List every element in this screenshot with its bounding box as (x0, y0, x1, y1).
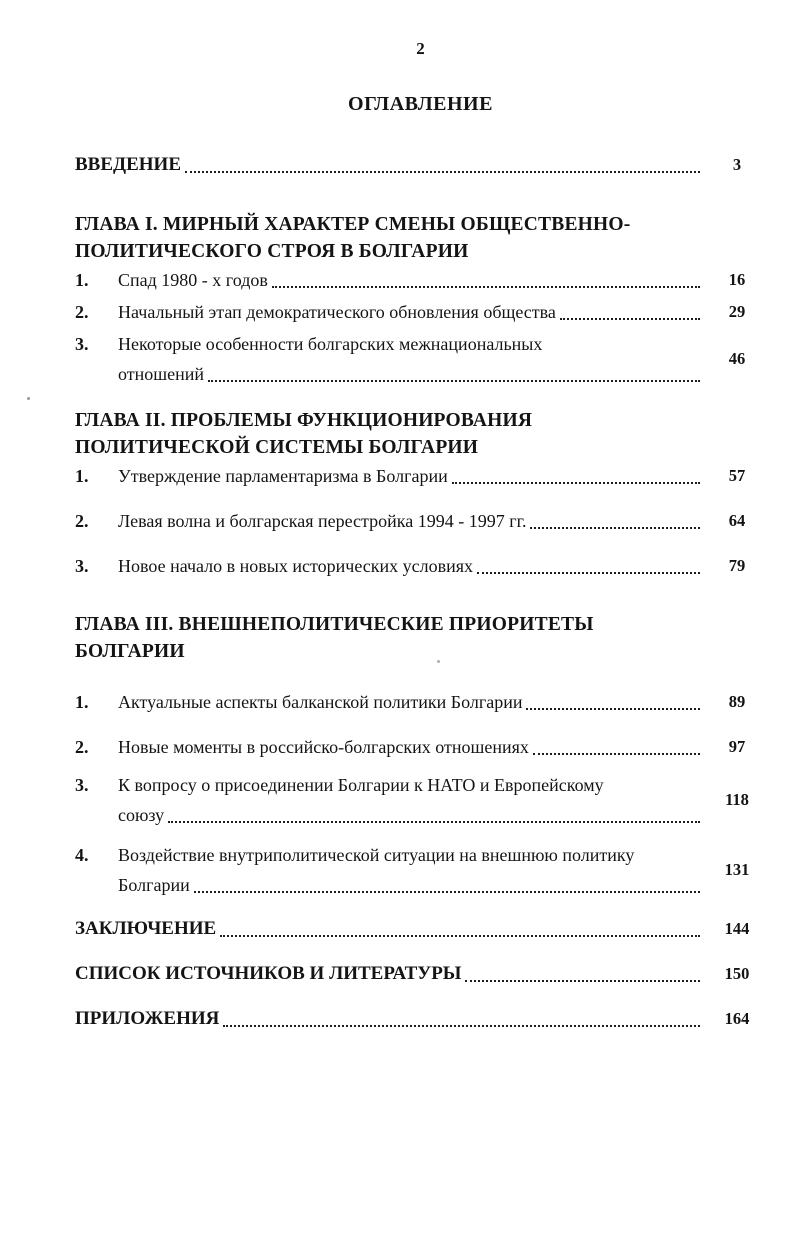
chapter-heading-line: ГЛАВА I. МИРНЫЙ ХАРАКТЕР СМЕНЫ ОБЩЕСТВЕННО- (75, 214, 631, 235)
toc-item (75, 732, 766, 762)
item-title-line-1: К вопросу о присоединении Болгарии к НАТО и Европейскому (118, 775, 604, 795)
item-title: Утверждение парламентаризма в Болгарии (118, 466, 448, 486)
item-title: Новые моменты в российско-болгарских отношениях (118, 737, 529, 757)
item-page-number: 46 (728, 349, 746, 368)
dot-leader (533, 732, 700, 755)
toc-entry-page-number: 164 (724, 1009, 750, 1028)
toc-entry-label: ПРИЛОЖЕНИЯ (75, 1008, 220, 1029)
item-page-number: 57 (728, 466, 746, 485)
toc-entry-page-number: 150 (724, 964, 750, 983)
chapter-heading-line: ГЛАВА III. ВНЕШНЕПОЛИТИЧЕСКИЕ ПРИОРИТЕТЫ (75, 614, 594, 635)
item-number: 3. (75, 556, 89, 576)
toc-entry-page-number: 144 (724, 919, 750, 938)
item-title: Начальный этап демократического обновления общества (118, 302, 556, 322)
item-page-number: 64 (728, 511, 746, 530)
toc-item (75, 687, 766, 717)
item-page-number: 29 (728, 302, 746, 321)
toc-entry-conclusion (75, 914, 766, 944)
dot-leader (477, 551, 700, 574)
item-title-line-2: отношений (118, 364, 205, 384)
toc-item (75, 551, 766, 581)
item-number: 3. (75, 334, 89, 354)
toc-item (75, 461, 766, 491)
item-title-line-1: Воздействие внутриполитической ситуации на внешнюю политику (118, 845, 635, 865)
chapter-1-heading (75, 211, 766, 265)
item-title-line-2: союзу (118, 805, 165, 825)
toc-item (75, 265, 766, 295)
chapter-3-heading (75, 611, 766, 665)
toc-entry-sources (75, 959, 766, 989)
toc-entry-label: ВВЕДЕНИЕ (75, 154, 181, 175)
dot-leader (530, 506, 700, 529)
toc-item (75, 506, 766, 536)
item-number: 4. (75, 845, 89, 865)
item-page-number: 89 (728, 692, 746, 711)
dot-leader (526, 687, 700, 710)
toc-item (75, 770, 766, 830)
dot-leader (560, 297, 700, 320)
dot-leader (185, 150, 700, 173)
item-number: 2. (75, 302, 89, 322)
page-number-top: 2 (416, 39, 425, 58)
item-number: 1. (75, 270, 89, 290)
item-number: 2. (75, 511, 89, 531)
item-page-number: 79 (728, 556, 746, 575)
item-page-number: 131 (724, 860, 750, 879)
dot-leader (223, 1004, 700, 1027)
item-number: 2. (75, 737, 89, 757)
item-page-number: 97 (728, 737, 746, 756)
item-page-number: 118 (725, 790, 749, 809)
item-title: Спад 1980 - х годов (118, 270, 268, 290)
toc-entry-label: СПИСОК ИСТОЧНИКОВ И ЛИТЕРАТУРЫ (75, 963, 462, 984)
item-title-line-1: Некоторые особенности болгарских межнациональных (118, 334, 543, 354)
dot-leader (168, 800, 700, 823)
toc-item (75, 297, 766, 327)
chapter-heading-line: БОЛГАРИИ (75, 641, 185, 662)
dot-leader (208, 359, 700, 382)
toc-entry-page-number: 3 (732, 155, 742, 174)
item-number: 1. (75, 692, 89, 712)
item-title: Новое начало в новых исторических условиях (118, 556, 474, 576)
scan-artifact-dot (437, 660, 440, 663)
toc-entry-introduction (75, 150, 766, 180)
toc-item (75, 840, 766, 900)
toc-entry-label: ЗАКЛЮЧЕНИЕ (75, 918, 217, 939)
item-title-line-2: Болгарии (118, 875, 190, 895)
item-title: Левая волна и болгарская перестройка 1994 - 1997 гг. (118, 511, 527, 531)
dot-leader (194, 870, 700, 893)
scan-artifact-dot (27, 397, 30, 400)
chapter-heading-line: ПОЛИТИЧЕСКОЙ СИСТЕМЫ БОЛГАРИИ (75, 437, 479, 458)
dot-leader (220, 914, 700, 937)
dot-leader (272, 265, 700, 288)
item-page-number: 16 (728, 270, 746, 289)
toc-item (75, 329, 766, 389)
item-number: 1. (75, 466, 89, 486)
item-title: Актуальные аспекты балканской политики Болгарии (118, 692, 523, 712)
chapter-heading-line: ГЛАВА II. ПРОБЛЕМЫ ФУНКЦИОНИРОВАНИЯ (75, 410, 533, 431)
dot-leader (465, 959, 700, 982)
dot-leader (452, 461, 700, 484)
toc-entry-appendices (75, 1004, 766, 1034)
chapter-heading-line: ПОЛИТИЧЕСКОГО СТРОЯ В БОЛГАРИИ (75, 241, 469, 262)
chapter-2-heading (75, 407, 766, 461)
page-title: ОГЛАВЛЕНИЕ (348, 93, 493, 115)
item-number: 3. (75, 775, 89, 795)
